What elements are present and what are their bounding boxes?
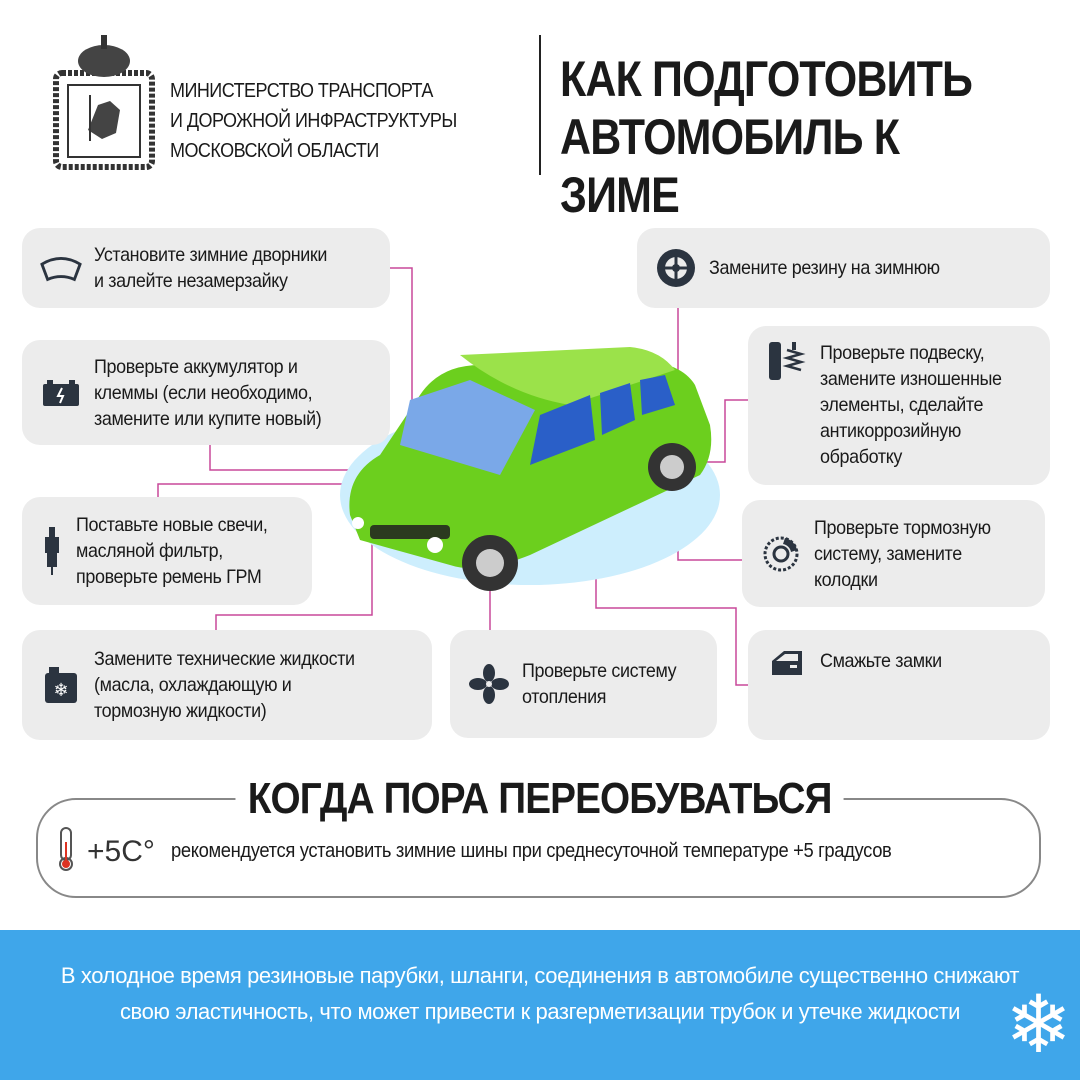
- suspension-icon: [766, 340, 808, 382]
- tip-text: Проверьте систему: [522, 660, 677, 682]
- tip-text: элементы, сделайте: [820, 394, 984, 416]
- tip-text: Замените технические жидкости: [94, 648, 355, 670]
- tip-text: Проверьте подвеску,: [820, 342, 985, 364]
- tip-text: проверьте ремень ГРМ: [76, 566, 262, 588]
- windshield-wiper-icon: [40, 247, 82, 289]
- page-title-line: АВТОМОБИЛЬ К ЗИМЕ: [560, 109, 900, 223]
- coolant-canister-icon: [40, 664, 82, 706]
- tip-text: систему, замените: [814, 542, 962, 565]
- tip-card-fluids: [22, 630, 432, 740]
- tip-card-battery: [22, 340, 390, 445]
- snowflake-icon: ❄: [1005, 980, 1073, 1069]
- tip-text: Поставьте новые свечи,: [76, 514, 268, 536]
- battery-icon: [40, 372, 82, 414]
- tip-card-heating: [450, 630, 717, 738]
- footer-note-line: В холодное время резиновые парубки, шланги, соединения в автомобиле существенно снижают: [60, 963, 1020, 988]
- brake-disc-icon: [760, 533, 802, 575]
- tip-text: Установите зимние дворники: [94, 244, 328, 266]
- tip-card-brakes: [742, 500, 1045, 607]
- tip-text: Замените резину на зимнюю: [709, 257, 940, 279]
- tip-text: Проверьте аккумулятор и: [94, 355, 298, 378]
- page-title-line: КАК ПОДГОТОВИТЬ: [560, 51, 973, 107]
- tip-card-tires: [637, 228, 1050, 308]
- tip-card-suspension: [748, 326, 1050, 485]
- car-door-icon: [766, 648, 808, 678]
- tip-text: Смажьте замки: [820, 650, 942, 672]
- tip-text: замените изношенные: [820, 368, 1002, 390]
- thermometer-icon: [55, 826, 77, 877]
- footer-note-line: свою эластичность, что может привести к разгерметизации трубок и утечке жидкости: [119, 999, 961, 1024]
- tire-change-info: [55, 826, 954, 877]
- tip-text: Проверьте тормозную: [814, 516, 991, 539]
- fan-icon: [468, 663, 510, 705]
- svg-text:❄: ❄: [53, 680, 69, 700]
- tip-text: (масла, охлаждающую и: [94, 674, 292, 696]
- tip-text: обработку: [820, 446, 902, 468]
- ministry-name-line: МИНИСТЕРСТВО ТРАНСПОРТА: [170, 80, 433, 102]
- tip-text: отопления: [522, 686, 607, 708]
- spark-plug-icon: [40, 530, 64, 572]
- ministry-name-line: МОСКОВСКОЙ ОБЛАСТИ: [170, 140, 379, 162]
- footer-note: [0, 958, 1080, 1030]
- tip-text: клеммы (если необходимо,: [94, 381, 313, 404]
- tip-card-spark-plugs: [22, 497, 312, 605]
- tip-text: колодки: [814, 568, 878, 591]
- tire-change-title-text: КОГДА ПОРА ПЕРЕОБУВАТЬСЯ: [236, 774, 844, 824]
- ministry-name-line: И ДОРОЖНОЙ ИНФРАСТРУКТУРЫ: [170, 110, 457, 132]
- tire-change-title: [0, 774, 1080, 824]
- tip-text: и залейте незамерзайку: [94, 270, 288, 292]
- temperature-value: +5С°: [87, 834, 155, 868]
- tire-icon: [655, 247, 697, 289]
- tire-change-description: рекомендуется установить зимние шины при среднесуточной температуре +5 градусов: [170, 840, 892, 862]
- tip-text: антикоррозийную: [820, 420, 961, 442]
- tip-text: тормозную жидкости): [94, 700, 267, 722]
- tip-card-wipers: [22, 228, 390, 308]
- tip-text: масляной фильтр,: [76, 540, 223, 562]
- tip-card-locks: [748, 630, 1050, 740]
- tip-text: замените или купите новый): [94, 407, 322, 430]
